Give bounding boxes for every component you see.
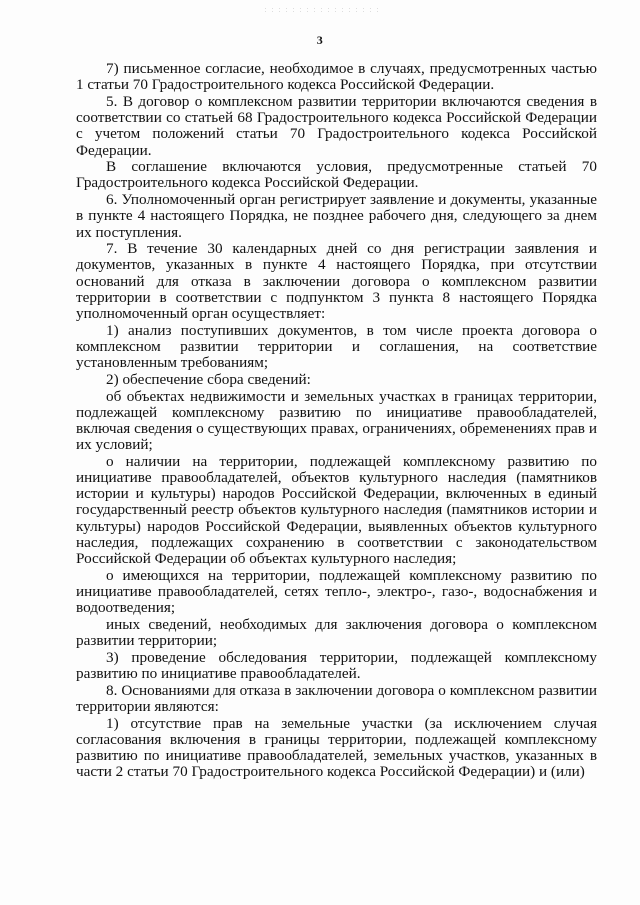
- paragraph-item-6-registration: 6. Уполномоченный орган регистрирует заявление и документы, указанные в пункте 4 настоящего Порядка, не позднее рабочего дня, следующего за днем их поступления.: [76, 191, 597, 241]
- paragraph-real-estate-info: об объектах недвижимости и земельных участках в границах территории, подлежащей комплексному развитию по инициативе правообладателей, включая сведения о существующих правах, ограничениях, обременениях прав и их условий;: [76, 387, 597, 454]
- paragraph-refusal-subitem-1: 1) отсутствие прав на земельные участки (за исключением случая согласования включения в границы территории, подлежащей комплексному развитию по инициативе правообладателей, земельных участков, указанных в части 2 статьи 70 Градостроительного кодекса Российской Федерации) и (или): [76, 714, 597, 781]
- paragraph-subitem-3-inspection: 3) проведение обследования территории, подлежащей комплексному развитию по инициативе правообладателей.: [76, 648, 597, 683]
- paragraph-utility-networks-info: о имеющихся на территории, подлежащей комплексному развитию по инициативе правообладателей, сетях тепло-, электро-, газо-, водоснабжения и водоотведения;: [76, 566, 597, 617]
- document-body: [76, 61, 597, 781]
- paragraph-subitem-7-consent: 7) письменное согласие, необходимое в случаях, предусмотренных частью 1 статьи 70 Градостроительного кодекса Российской Федерации.: [76, 60, 597, 94]
- scan-artifact: [262, 7, 382, 13]
- paragraph-subitem-1-analysis: 1) анализ поступивших документов, в том числе проекта договора о комплексном развитии территории и соглашения, на соответствие установленным требованиям;: [76, 321, 597, 372]
- paragraph-item-8-refusal-grounds: 8. Основаниями для отказа в заключении договора о комплексном развитии территории являются:: [76, 681, 597, 715]
- paragraph-item-7-review-period: 7. В течение 30 календарных дней со дня регистрации заявления и документов, указанных в пункте 4 настоящего Порядка, при отсутствии оснований для отказа в заключении договора о комплексном развитии территории в соответствии с подпунктом 3 пункта 8 настоящего Порядка уполномоченный орган осуществляет:: [76, 240, 597, 323]
- paragraph-cultural-heritage-info: о наличии на территории, подлежащей комплексному развитию по инициативе правообладателей, объектов культурного наследия (памятников истории и культуры) народов Российской Федерации, включенных в единый государственный реестр объектов культурного наследия (памятников истории и культуры) народов Российской Федерации, выявленных объектов культурного наследия, подлежащих сохранению в соответствии с законодательством Российской Федерации об объектах культурного наследия;: [76, 452, 597, 568]
- paragraph-other-info: иных сведений, необходимых для заключения договора о комплексном развитии территории;: [76, 615, 597, 650]
- paragraph-agreement-conditions: В соглашение включаются условия, предусмотренные статьей 70 Градостроительного кодекса Российской Федерации.: [76, 158, 597, 192]
- paragraph-subitem-2-data-collection: 2) обеспечение сбора сведений:: [106, 370, 311, 388]
- paragraph-item-5-contract-info: 5. В договор о комплексном развитии территории включаются сведения в соответствии со статьей 68 Градостроительного кодекса Российской Федерации с учетом положений статьи 70 Градостроительного кодекса Российской Федерации.: [76, 92, 597, 159]
- page-number: 3: [316, 33, 324, 47]
